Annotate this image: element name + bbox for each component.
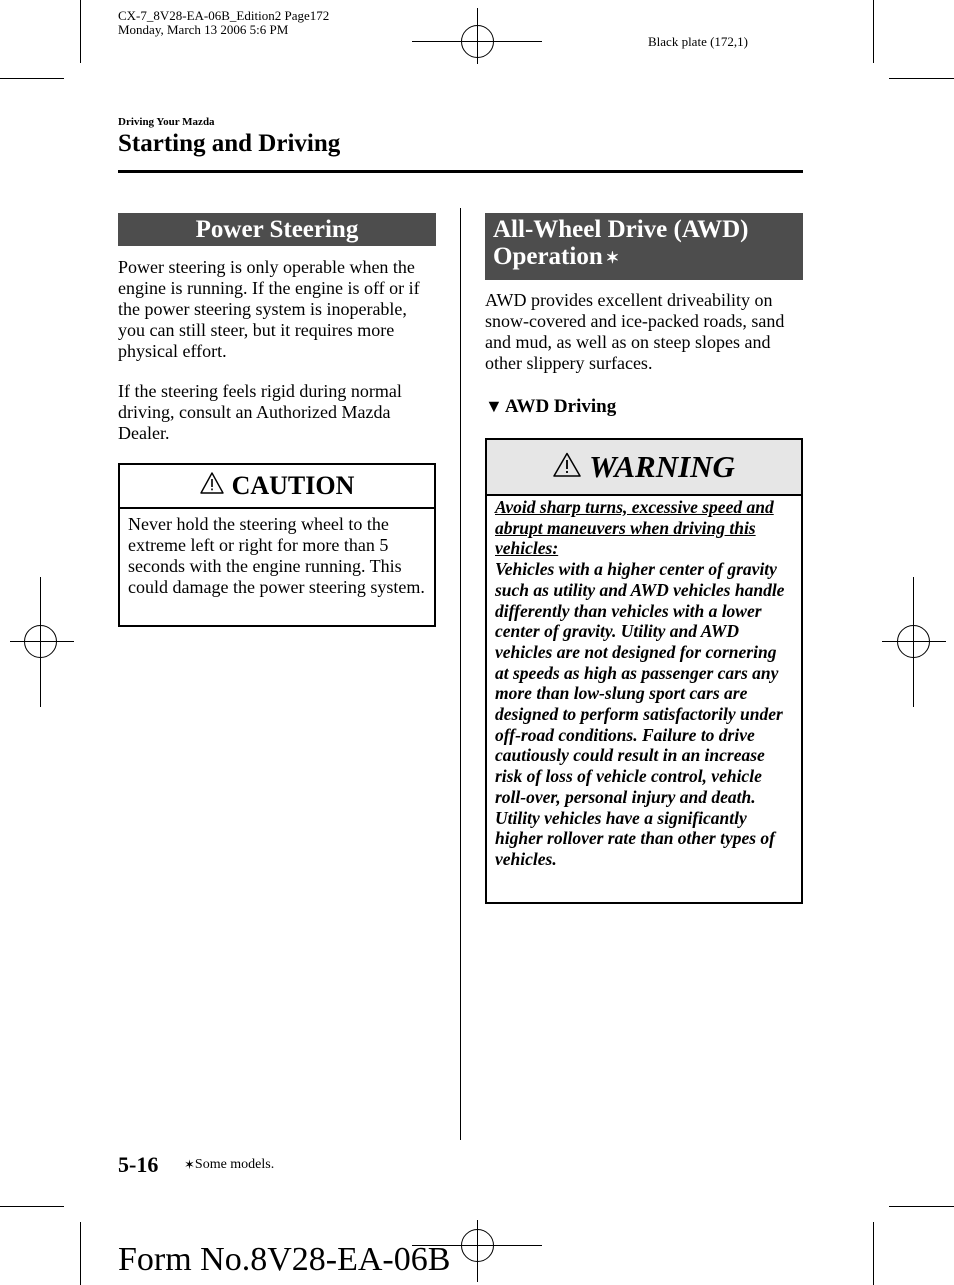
warning-para-1: Vehicles with a higher center of gravity such as utility and AWD vehicles handle differently than vehicles with a lower center of gravity. Utility and AWD vehicles are not designed for cornering at speeds as high as passenger cars any more than low-slung sport cars are designed to perform satisfactorily under off-road conditions. Failure to drive cautiously could result in an increase risk of loss of vehicle control, vehicle roll-over, personal injury and death. [495, 559, 785, 807]
power-steering-para-2: If the steering feels rigid during normal driving, consult an Authorized Mazda Dealer. [118, 381, 402, 443]
power-steering-heading: Power Steering [118, 213, 436, 246]
some-models-star-icon: ✶ [605, 250, 620, 267]
awd-driving-subheading [485, 396, 616, 418]
footnote-text: Some models. [194, 1157, 275, 1172]
section-label: Driving Your Mazda [118, 116, 215, 128]
caution-text: Never hold the steering wheel to the extreme left or right for more than 5 seconds with the engine running. This could damage the power steering system. [128, 514, 425, 597]
title-rule [118, 170, 803, 173]
caution-header [120, 465, 434, 509]
file-date-line: Monday, March 13 2006 5:6 PM [118, 22, 289, 37]
page-number: 5-16 [118, 1152, 159, 1177]
column-divider [460, 208, 461, 1140]
warning-header [487, 440, 801, 496]
down-triangle-icon: ▼ [485, 396, 503, 416]
file-name-line: CX-7_8V28-EA-06B_Edition2 Page172 [118, 8, 330, 23]
form-number: Form No.8V28-EA-06B [118, 1241, 451, 1278]
footnote [184, 1157, 274, 1173]
page-title: Starting and Driving [118, 130, 341, 157]
warning-box [485, 438, 803, 904]
warning-text [487, 496, 801, 871]
awd-driving-label: AWD Driving [504, 396, 617, 417]
print-file-info [118, 9, 329, 37]
warning-para-2: Utility vehicles have a significantly higher rollover rate than other types of vehicles. [495, 807, 776, 869]
plate-label: Black plate (172,1) [648, 34, 748, 49]
footnote-star-icon: ✶ [184, 1157, 195, 1172]
awd-heading [485, 213, 803, 280]
power-steering-para-1: Power steering is only operable when the engine is running. If the engine is off or if the power steering system is inoperable, you can still steer, but it requires more physical effort. [118, 257, 420, 361]
awd-heading-line-1: All-Wheel Drive (AWD) [493, 216, 749, 243]
warning-triangle-icon [200, 471, 224, 501]
warning-lead: Avoid sharp turns, excessive speed and abrupt maneuvers when driving this vehicles: [495, 497, 774, 559]
caution-box [118, 463, 436, 627]
awd-heading-line-2: Operation [493, 243, 603, 270]
awd-intro: AWD provides excellent driveability on snow-covered and ice-packed roads, sand and mud, as well as on steep slopes and other slippery surfaces. [485, 290, 785, 373]
warning-label: WARNING [589, 449, 735, 484]
caution-label: CAUTION [231, 471, 355, 500]
warning-triangle-icon [553, 449, 581, 485]
